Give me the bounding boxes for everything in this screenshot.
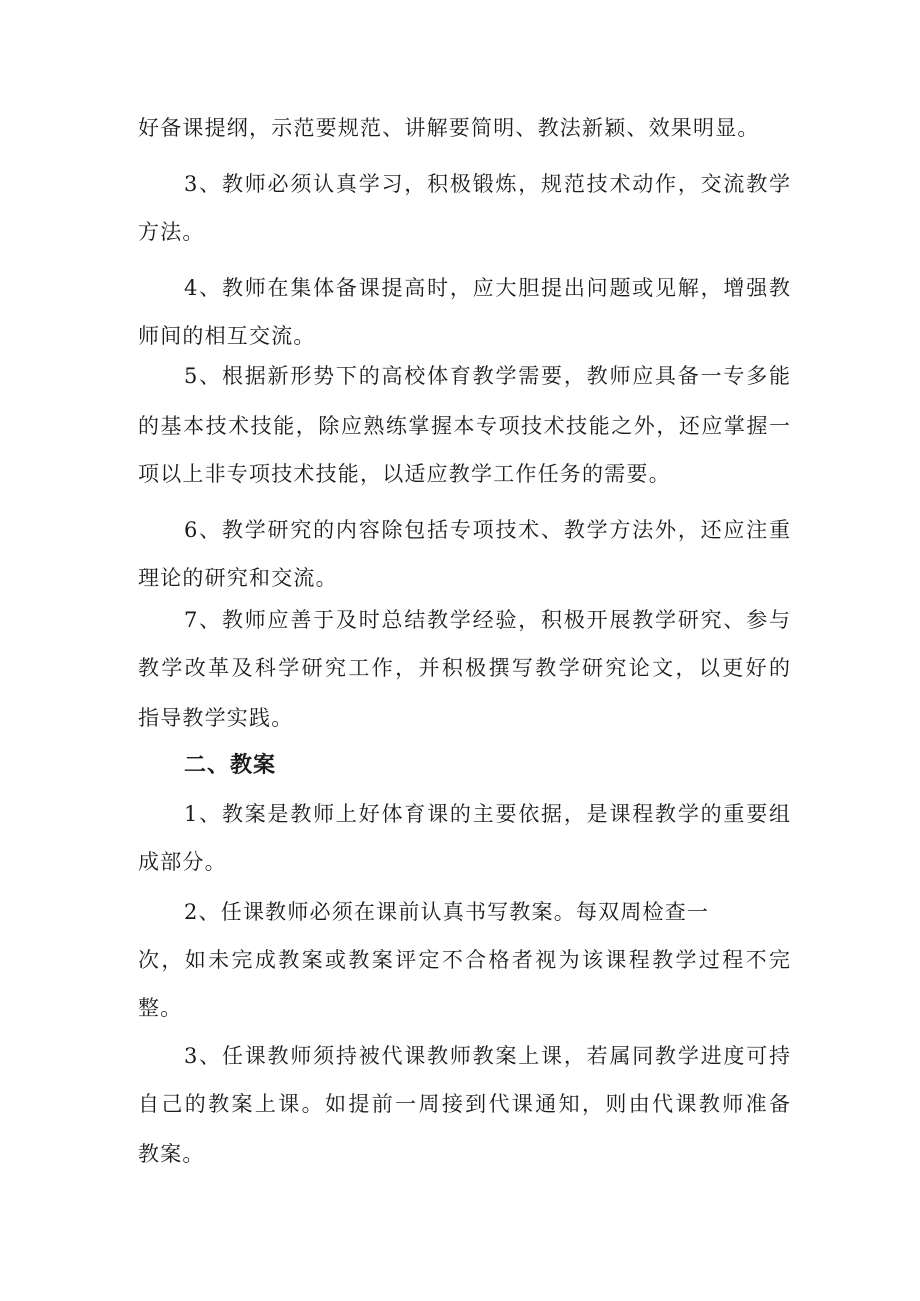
paragraph-line: 指导教学实践。 <box>138 706 294 730</box>
paragraph-line: 教学改革及科学研究工作，并积极撰写教学研究论文，以更好的 <box>138 656 790 680</box>
paragraph-line: 的基本技术技能，除应熟练掌握本专项技术技能之外，还应掌握一 <box>138 414 790 438</box>
paragraph-line: 成部分。 <box>138 850 227 874</box>
paragraph-line: 4、教师在集体备课提高时，应大胆提出问题或见解，增强教 <box>184 276 790 300</box>
paragraph-line: 理论的研究和交流。 <box>138 566 338 590</box>
paragraph-line: 5、根据新形势下的高校体育教学需要，教师应具备一专多能 <box>184 364 790 388</box>
paragraph-line: 好备课提纲，示范要规范、讲解要简明、教法新颖、效果明显。 <box>138 116 760 140</box>
paragraph-line: 1、教案是教师上好体育课的主要依据，是课程教学的重要组 <box>184 802 790 826</box>
paragraph-line: 自己的教案上课。如提前一周接到代课通知，则由代课教师准备 <box>138 1092 790 1116</box>
paragraph-line: 3、教师必须认真学习，积极锻炼，规范技术动作，交流教学 <box>184 172 790 196</box>
paragraph-line: 3、任课教师须持被代课教师教案上课，若属同教学进度可持 <box>184 1044 790 1068</box>
paragraph-line: 项以上非专项技术技能，以适应教学工作任务的需要。 <box>138 462 671 486</box>
paragraph-line: 6、教学研究的内容除包括专项技术、教学方法外，还应注重 <box>184 518 790 542</box>
paragraph-line: 次，如未完成教案或教案评定不合格者视为该课程教学过程不完 <box>138 948 790 972</box>
paragraph-line: 师间的相互交流。 <box>138 324 316 348</box>
paragraph-line: 教案。 <box>138 1142 205 1166</box>
paragraph-line: 7、教师应善于及时总结教学经验，积极开展教学研究、参与 <box>184 608 790 632</box>
paragraph-line: 方法。 <box>138 220 205 244</box>
paragraph-line: 2、任课教师必须在课前认真书写教案。每双周检查一 <box>184 900 710 924</box>
paragraph-line: 整。 <box>138 996 183 1020</box>
section-heading: 二、教案 <box>184 753 277 778</box>
